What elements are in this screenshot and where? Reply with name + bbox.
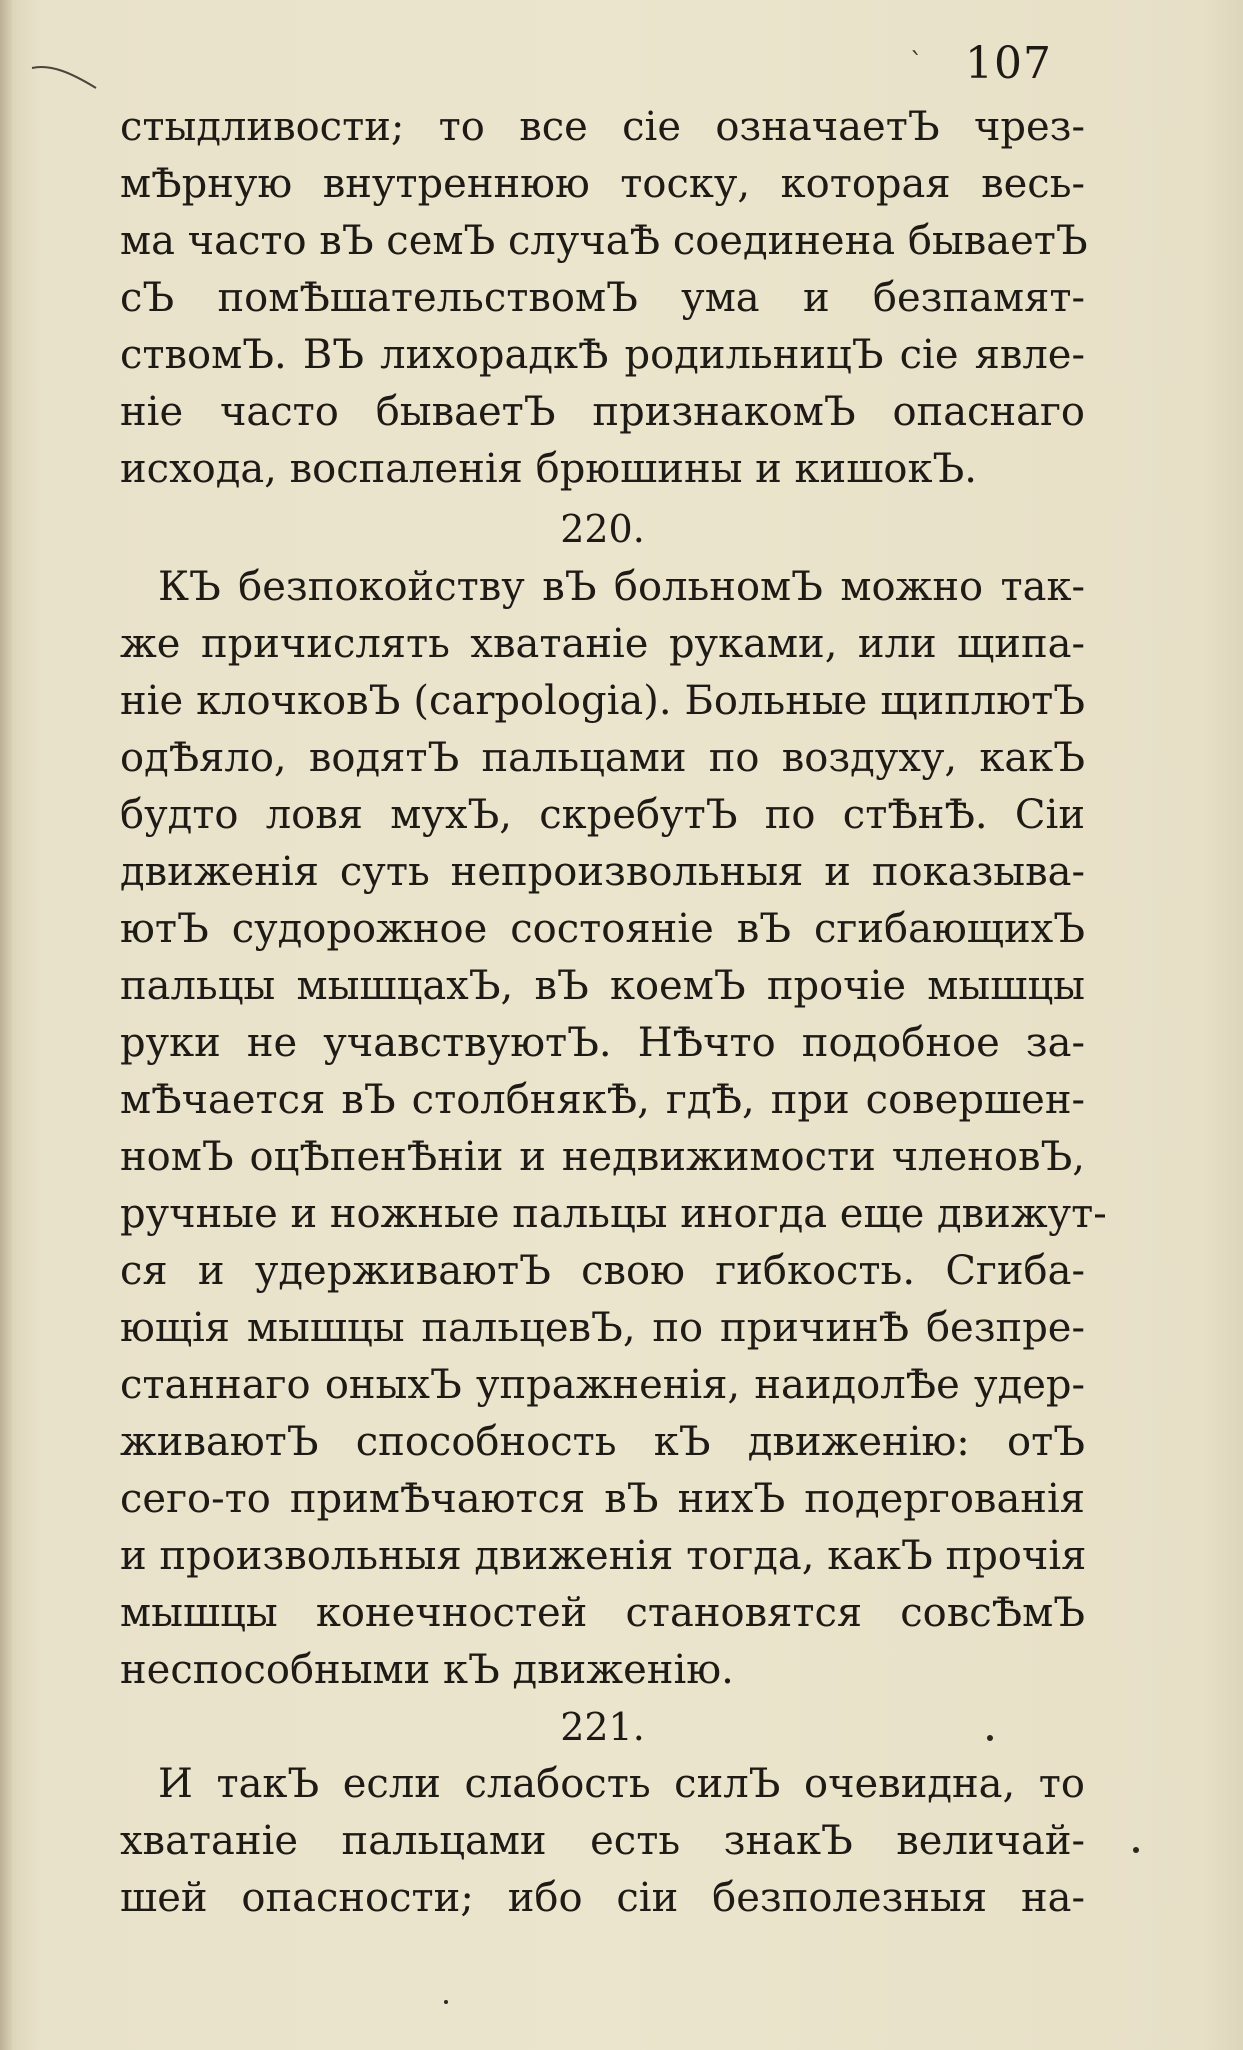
paper-speck [987,1735,993,1741]
text-line: неспособными кЪ движенію. [120,1647,734,1693]
section-number-220: 220. [560,507,645,551]
text-line: одѢяло, водятЪ пальцами по воздуху, какЪ [120,735,1085,781]
ink-mark: ` [910,48,923,78]
text-line: исхода, воспаленія брюшины и кишокЪ. [120,446,977,492]
text-line: и произвольныя движенія тогда, какЪ прочія [120,1533,1087,1579]
page-edge [0,0,12,2050]
paper-speck [1133,1847,1139,1853]
text-line: мѢрную внутреннюю тоску, которая весь- [120,161,1085,207]
text-line: руки не учавствуютЪ. НѢчто подобное за- [120,1020,1085,1066]
text-line: мышцы конечностей становятся совсѢмЪ [120,1590,1085,1636]
text-line: станнаго оныхЪ упражненія, наидолѢе удер- [120,1362,1085,1408]
text-line: ніе часто бываетЪ признакомЪ опаснаго [120,389,1085,435]
paper-speck [444,2000,448,2004]
text-line: ся и удерживаютЪ свою гибкость. Сгиба- [120,1248,1085,1294]
text-line: шей опасности; ибо сіи безполезныя на- [120,1875,1085,1921]
text-line: номЪ оцѢпенѢніи и недвижимости членовЪ, [120,1134,1085,1180]
text-line: будто ловя мухЪ, скребутЪ по стѢнѢ. Сіи [120,792,1085,838]
text-line: И такЪ если слабость силЪ очевидна, то [158,1761,1085,1807]
text-line: ніе клочковЪ (carpologia). Больные щиплютЪ [120,678,1085,724]
text-line: живаютЪ способность кЪ движенію: отЪ [120,1419,1085,1465]
text-line: ручные и ножные пальцы иногда еще движут- [120,1191,1107,1237]
page-number: 107 [965,38,1052,89]
text-line: же причислять хватаніе руками, или щипа- [120,621,1085,667]
text-line: КЪ безпокойству вЪ больномЪ можно так- [158,564,1085,610]
text-line: ютЪ судорожное состояніе вЪ сгибающихЪ [120,906,1085,952]
text-line: пальцы мышцахЪ, вЪ коемЪ прочіе мышцы [120,963,1085,1009]
text-line: движенія суть непроизвольныя и показыва- [120,849,1085,895]
text-line: сЪ помѢшательствомЪ ума и безпамят- [120,275,1085,321]
text-line: стыдливости; то все сіе означаетЪ чрез- [120,104,1085,150]
section-number-221: 221. [560,1705,645,1749]
text-line: ющія мышцы пальцевЪ, по причинѢ безпре- [120,1305,1085,1351]
text-line: ствомЪ. ВЪ лихорадкѢ родильницЪ сіе явле- [120,332,1085,378]
text-line: ма часто вЪ семЪ случаѢ соединена бываетЪ [120,218,1088,264]
text-line: сего-то примѢчаются вЪ нихЪ подергованія [120,1476,1085,1522]
pencil-mark [30,62,100,92]
text-line: мѢчается вЪ столбнякѢ, гдѢ, при совершен- [120,1077,1085,1123]
text-line: хватаніе пальцами есть знакЪ величай- [120,1818,1085,1864]
